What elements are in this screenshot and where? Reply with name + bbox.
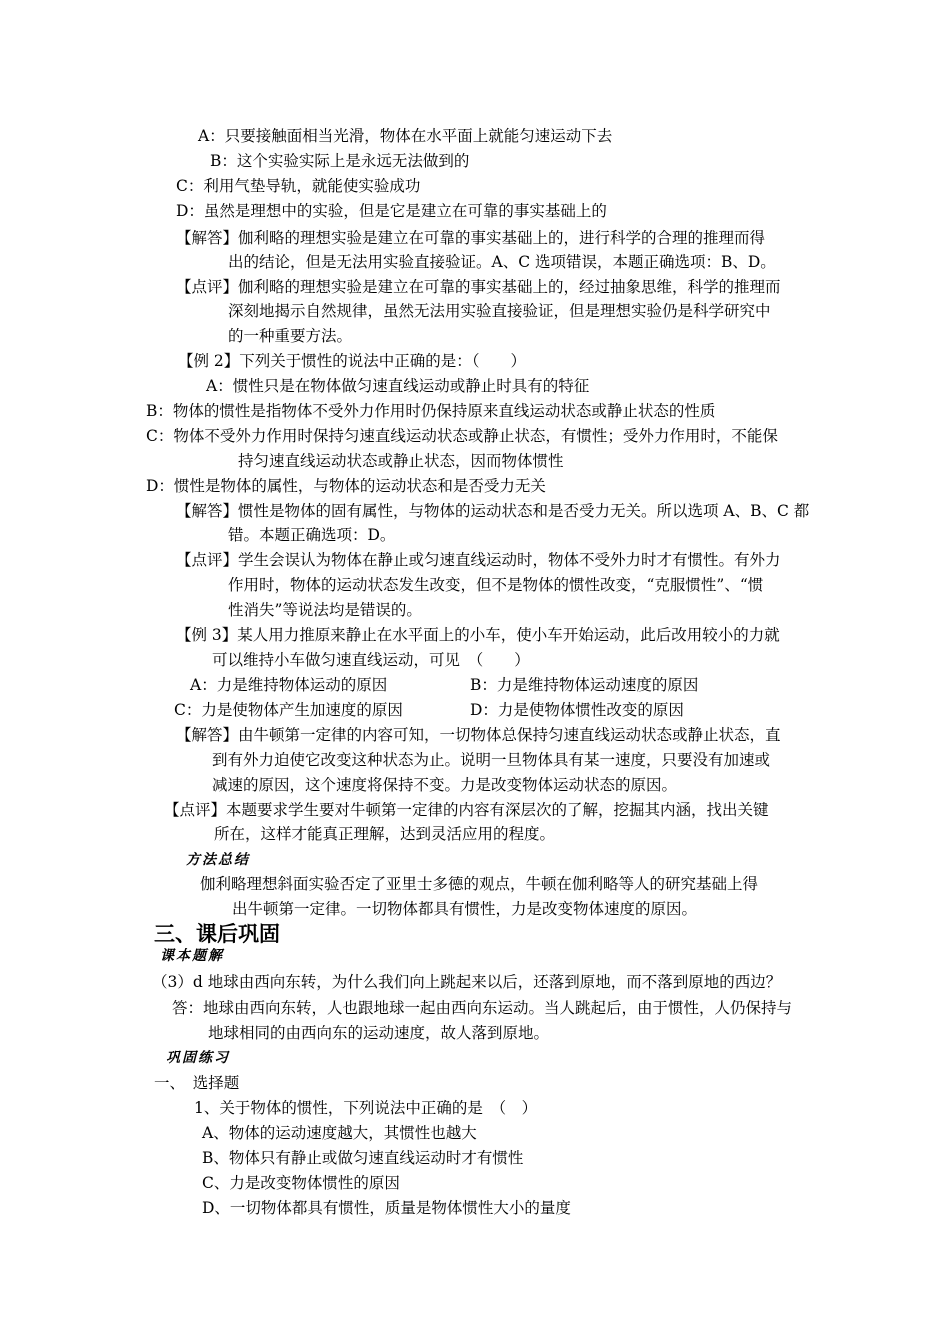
practice-question: 1、关于物体的惯性，下列说法中正确的是 （ ）	[194, 1099, 538, 1117]
ex3-option-a: A：力是维持物体运动的原因	[190, 676, 388, 694]
ex2-option-d: D：惯性是物体的属性，与物体的运动状态和是否受力无关	[146, 477, 546, 495]
ex2-comment-line: 作用时，物体的运动状态发生改变，但不是物体的惯性改变，“克服惯性”、“惯	[228, 576, 764, 594]
ex1-answer-line: 【解答】伽利略的理想实验是建立在可靠的事实基础上的，进行科学的合理的推理而得	[176, 229, 766, 247]
ex3-option-d: D：力是使物体惯性改变的原因	[470, 701, 684, 719]
ex3-answer-line: 【解答】由牛顿第一定律的内容可知，一切物体总保持匀速直线运动状态或静止状态，直	[176, 726, 781, 744]
ex2-comment-line: 【点评】学生会误认为物体在静止或匀速直线运动时，物体不受外力时才有惯性。有外力	[176, 551, 781, 569]
textbook-answer-line: 地球相同的由西向东的运动速度，故人落到原地。	[208, 1024, 550, 1042]
ex2-option-b: B：物体的惯性是指物体不受外力作用时仍保持原来直线运动状态或静止状态的性质	[146, 402, 716, 420]
ex1-option-b: B：这个实验实际上是永远无法做到的	[210, 152, 470, 170]
ex3-comment-line: 所在，这样才能真正理解，达到灵活应用的程度。	[214, 825, 556, 843]
ex2-answer-line: 错。本题正确选项：D。	[228, 526, 396, 544]
textbook-question: （3）d 地球由西向东转，为什么我们向上跳起来以后，还落到原地，而不落到原地的西边？	[152, 973, 782, 991]
ex3-question-cont: 可以维持小车做匀速直线运动，可见 （ ）	[212, 651, 530, 669]
ex1-comment-line: 【点评】伽利略的理想实验是建立在可靠的事实基础上的，经过抽象思维，科学的推理而	[176, 278, 781, 296]
ex1-comment-line: 的一种重要方法。	[228, 327, 353, 345]
ex3-option-c: C：力是使物体产生加速度的原因	[174, 701, 403, 719]
ex2-comment-line: 性消失”等说法均是错误的。	[228, 601, 422, 619]
ex2-option-c: C：物体不受外力作用时保持匀速直线运动状态或静止状态，有惯性；受外力作用时，不能保	[146, 427, 778, 445]
method-summary-line: 伽利略理想斜面实验否定了亚里士多德的观点，牛顿在伽利略等人的研究基础上得	[200, 875, 759, 893]
ex3-comment-line: 【点评】本题要求学生要对牛顿第一定律的内容有深层次的了解，挖掘其内涵，找出关键	[164, 801, 769, 819]
ex2-option-a: A：惯性只是在物体做匀速直线运动或静止时具有的特征	[206, 377, 590, 395]
ex3-answer-line: 减速的原因，这个速度将保持不变。力是改变物体运动状态的原因。	[212, 776, 678, 794]
ex1-answer-line: 出的结论，但是无法用实验直接验证。A、C 选项错误，本题正确选项：B、D。	[228, 253, 776, 271]
ex3-answer-line: 到有外力迫使它改变这种状态为止。说明一旦物体具有某一速度，只要没有加速或	[212, 751, 771, 769]
practice-option-c: C、力是改变物体惯性的原因	[202, 1174, 400, 1192]
textbook-answer-line: 答：地球由西向东转，人也跟地球一起由西向东运动。当人跳起后，由于惯性，人仍保持与	[172, 999, 793, 1017]
ex2-option-c-cont: 持匀速直线运动状态或静止状态，因而物体惯性	[238, 452, 564, 470]
ex2-answer-line: 【解答】惯性是物体的固有属性，与物体的运动状态和是否受力无关。所以选项 A、B、C 都	[176, 502, 810, 520]
ex3-question: 【例 3】某人用力推原来静止在水平面上的小车，使小车开始运动，此后改用较小的力就	[176, 626, 780, 644]
practice-option-a: A、物体的运动速度越大，其惯性也越大	[202, 1124, 477, 1142]
ex2-question: 【例 2】下列关于惯性的说法中正确的是：（ ）	[178, 352, 527, 370]
method-summary-line: 出牛顿第一定律。一切物体都具有惯性，力是改变物体速度的原因。	[232, 900, 698, 918]
ex1-option-c: C：利用气垫导轨，就能使实验成功	[176, 177, 421, 195]
practice-title: 巩固练习	[166, 1050, 230, 1066]
ex1-option-a: A：只要接触面相当光滑，物体在水平面上就能匀速运动下去	[198, 127, 613, 145]
ex1-option-d: D：虽然是理想中的实验，但是它是建立在可靠的事实基础上的	[176, 202, 607, 220]
ex1-comment-line: 深刻地揭示自然规律，虽然无法用实验直接验证，但是理想实验仍是科学研究中	[228, 302, 771, 320]
method-summary-title: 方法总结	[186, 852, 250, 868]
choice-heading: 一、 选择题	[154, 1074, 240, 1092]
textbook-solutions-title: 课本题解	[160, 948, 224, 964]
practice-option-d: D、一切物体都具有惯性，质量是物体惯性大小的量度	[202, 1199, 571, 1217]
section-three-title: 三、课后巩固	[154, 922, 280, 946]
ex3-option-b: B：力是维持物体运动速度的原因	[470, 676, 699, 694]
practice-option-b: B、物体只有静止或做匀速直线运动时才有惯性	[202, 1149, 524, 1167]
